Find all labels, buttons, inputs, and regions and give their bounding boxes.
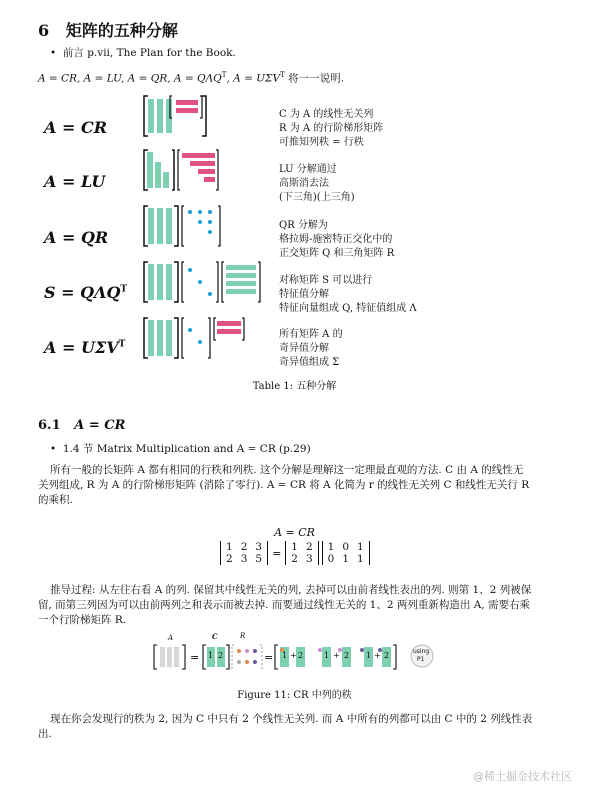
desc-line: QR 分解为 bbox=[279, 220, 328, 231]
subsection-number: 6.1 bbox=[38, 418, 61, 433]
para-line: 所有一般的长矩阵 A 都有相同的行秩和列秩. 这个分解是理解这一定理最直观的方法. C 由 A 的线性无 bbox=[50, 464, 524, 476]
desc-line: 可推知列秩 = 行秩 bbox=[279, 137, 364, 148]
qr-diagram bbox=[144, 206, 220, 246]
desc-line: LU 分解通过 bbox=[279, 164, 337, 175]
section-number: 6 bbox=[38, 21, 50, 40]
fig-plus-term: 1 bbox=[282, 651, 288, 660]
desc-line: 格拉姆-施密特正交化中的 bbox=[279, 234, 393, 245]
cr-diagram bbox=[144, 96, 206, 136]
cell: 1 bbox=[357, 541, 364, 553]
cell: 1 bbox=[291, 541, 298, 553]
decomposition-diagrams bbox=[140, 92, 270, 382]
para-line: 推导过程: 从左往右看 A 的列. 保留其中线性无关的列, 去掉可以由前者线性表出的列. 则第 1、2 列被保 bbox=[50, 584, 532, 596]
bullet-plan: • 前言 p.vii, The Plan for the Book. bbox=[50, 47, 236, 59]
equals-sign: = bbox=[272, 546, 282, 560]
subsection-heading bbox=[38, 418, 125, 433]
desc-line: 奇异值组成 Σ bbox=[279, 357, 340, 368]
matrix-c bbox=[285, 541, 318, 565]
subsection-title: A = CR bbox=[74, 418, 126, 433]
bullet-section: • 1.4 节 Matrix Multiplication and A = CR (p.29) bbox=[50, 443, 311, 455]
para-line: 出. bbox=[38, 728, 52, 740]
desc-cr bbox=[279, 108, 383, 150]
paragraph-1 bbox=[38, 463, 558, 508]
desc-qlq bbox=[279, 274, 417, 316]
paragraph-3 bbox=[38, 712, 558, 742]
bullet-section-text: 1.4 节 Matrix Multiplication and A = CR (p.29) bbox=[62, 443, 311, 455]
formula-part1: A = CR, A = LU, A = QR, A = QΛQ bbox=[38, 72, 222, 85]
col-bar bbox=[157, 99, 163, 133]
lu-diagram bbox=[144, 150, 218, 190]
cell: 2 bbox=[291, 553, 298, 565]
eq-lu: A = LU bbox=[44, 172, 106, 191]
para-line: 留, 而第三列因为可以由前两列之和表示而被去掉. 而要通过线性无关的 1、2 两列重新构造出 A, 需要右乘 bbox=[38, 599, 530, 611]
cell: 0 bbox=[327, 553, 335, 565]
matrix-eq-title: A = CR bbox=[274, 526, 315, 539]
row-bar bbox=[176, 108, 198, 113]
para-line: 关列组成, R 为 A 的行阶梯形矩阵 (消除了零行). A = CR 将 A 化简为 r 的线性无关列 C 和线性无关行 R bbox=[38, 479, 530, 491]
eq-cr: A = CR bbox=[44, 118, 107, 137]
plus-sign: + bbox=[374, 651, 381, 660]
row-bar bbox=[176, 100, 198, 105]
cell: 1 bbox=[342, 553, 350, 565]
fig-cell: 1 bbox=[208, 651, 214, 660]
table-caption: Table 1: 五种分解 bbox=[252, 381, 337, 392]
eq-usv-main: A = UΣV bbox=[44, 338, 119, 357]
desc-line: R 为 A 的行阶梯形矩阵 bbox=[279, 123, 384, 134]
cell: 2 bbox=[240, 541, 248, 553]
desc-lu bbox=[279, 163, 355, 205]
matrix-r bbox=[322, 541, 370, 565]
desc-qr bbox=[279, 219, 394, 261]
cell: 2 bbox=[226, 553, 233, 565]
svg-text:=: = bbox=[264, 651, 274, 664]
desc-line: 特征向量组成 Q, 特征值组成 Λ bbox=[279, 303, 417, 314]
desc-line: 对称矩阵 S 可以进行 bbox=[279, 275, 373, 286]
formula-sup1: T bbox=[221, 71, 227, 79]
section-title: 矩阵的五种分解 bbox=[65, 21, 178, 40]
formula-line bbox=[38, 68, 344, 87]
desc-line: 所有矩阵 A 的 bbox=[279, 329, 343, 340]
eq-qlq bbox=[44, 283, 127, 302]
eq-usv-sup: T bbox=[118, 339, 126, 350]
eq-qr: A = QR bbox=[44, 228, 109, 247]
usv-diagram bbox=[144, 318, 244, 358]
paragraph-2 bbox=[38, 583, 558, 628]
bracket bbox=[170, 96, 202, 118]
cell: 3 bbox=[240, 553, 248, 565]
cell: 3 bbox=[305, 553, 313, 565]
fig-cell: 2 bbox=[218, 651, 224, 660]
watermark: @稀土掘金技术社区 bbox=[473, 770, 572, 783]
desc-line: 正交矩阵 Q 和三角矩阵 R bbox=[279, 248, 395, 259]
fig-plus-term: 1 bbox=[324, 651, 330, 660]
fig-plus-term: 2 bbox=[384, 651, 390, 660]
fig-label-r: R bbox=[240, 632, 246, 640]
col-bar bbox=[166, 99, 172, 133]
eq-qlq-main: S = QΛQ bbox=[44, 283, 121, 302]
fig-plus-term: 2 bbox=[344, 651, 350, 660]
figure-caption: Figure 11: CR 中列的秩 bbox=[237, 690, 352, 701]
desc-line: 高斯消去法 bbox=[279, 178, 329, 189]
para-line: 现在你会发现行的秩为 2, 因为 C 中只有 2 个线性无关列. 而 A 中所有的列都可以由 C 中的 2 列线性表 bbox=[50, 713, 533, 725]
section-heading bbox=[38, 18, 178, 41]
fig-plus-term: 1 bbox=[366, 651, 372, 660]
cell: 1 bbox=[357, 553, 364, 565]
fig-plus-term: 2 bbox=[298, 651, 304, 660]
eq-usv bbox=[44, 338, 125, 357]
cell: 3 bbox=[255, 541, 263, 553]
eq-qlq-sup: T bbox=[120, 284, 128, 295]
para-line: 的乘积. bbox=[38, 494, 73, 506]
cell: 2 bbox=[305, 541, 313, 553]
fig-label-c: C bbox=[212, 632, 218, 641]
cell: 1 bbox=[226, 541, 233, 553]
desc-line: C 为 A 的线性无关列 bbox=[279, 109, 374, 120]
qlq-diagram bbox=[144, 262, 260, 302]
using-badge-label: using bbox=[413, 648, 430, 655]
matrix-equation bbox=[220, 541, 370, 565]
desc-line: 奇异值分解 bbox=[279, 343, 329, 354]
col-bar bbox=[148, 99, 154, 133]
cell: 1 bbox=[327, 541, 335, 553]
desc-line: 特征值分解 bbox=[279, 289, 329, 300]
using-badge-ref: P1 bbox=[417, 656, 425, 663]
cell: 5 bbox=[255, 553, 263, 565]
desc-usv bbox=[279, 328, 343, 370]
fig-label-a: A bbox=[168, 634, 174, 642]
desc-line: (下三角)(上三角) bbox=[279, 192, 355, 203]
cell: 0 bbox=[342, 541, 350, 553]
plus-sign: + bbox=[333, 651, 340, 660]
matrix-a bbox=[220, 541, 268, 565]
formula-sup2: T bbox=[280, 71, 285, 79]
para-line: 一个行阶梯矩阵 R. bbox=[38, 614, 127, 626]
bullet-plan-text: 前言 p.vii, The Plan for the Book. bbox=[62, 47, 236, 59]
formula-tail: 将一一说明. bbox=[284, 72, 344, 85]
plus-sign: + bbox=[290, 651, 297, 660]
svg-text:=: = bbox=[190, 651, 200, 664]
formula-part2: , A = UΣV bbox=[226, 72, 281, 85]
